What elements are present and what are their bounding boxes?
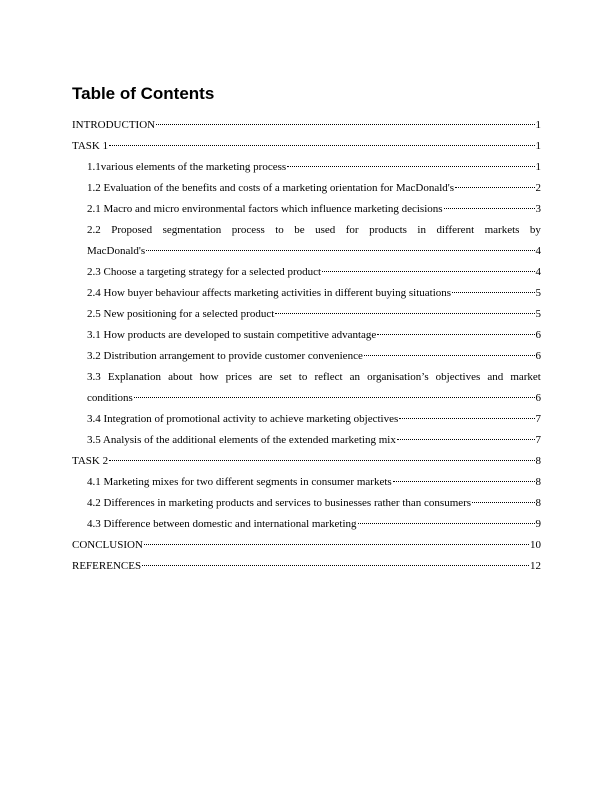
toc-page-number: 6 bbox=[535, 350, 541, 362]
toc-entry-text: 2.3 Choose a targeting strategy for a selected product bbox=[87, 266, 322, 278]
toc-entry-text-line2: MacDonald's bbox=[87, 245, 146, 257]
toc-word: used bbox=[315, 224, 336, 236]
toc-entry-text: 2.1 Macro and micro environmental factors which influence marketing decisions bbox=[87, 203, 443, 215]
dot-leader bbox=[134, 397, 535, 398]
toc-page-number: 3 bbox=[535, 203, 541, 215]
toc-page-number: 5 bbox=[535, 287, 541, 299]
dot-leader bbox=[399, 418, 534, 419]
dot-leader bbox=[287, 166, 534, 167]
toc-entry-4-1[interactable] bbox=[72, 472, 541, 493]
toc-word: prices bbox=[225, 371, 252, 383]
dot-leader bbox=[397, 439, 535, 440]
toc-entry-text: 3.1 How products are developed to sustain competitive advantage bbox=[87, 329, 377, 341]
toc-word: how bbox=[199, 371, 219, 383]
toc-word: segmentation bbox=[162, 224, 222, 236]
toc-page-number: 7 bbox=[535, 434, 541, 446]
toc-entry-text: 1.2 Evaluation of the benefits and costs of a marketing orientation for MacDonald's bbox=[87, 182, 455, 194]
toc-page-number: 1 bbox=[535, 161, 541, 173]
toc-entry-continuation bbox=[87, 241, 541, 262]
toc-word: in bbox=[417, 224, 426, 236]
dot-leader bbox=[322, 271, 534, 272]
toc-entry-text: 1.1various elements of the marketing process bbox=[87, 161, 287, 173]
toc-entry-text: 4.3 Difference between domestic and international marketing bbox=[87, 518, 357, 530]
toc-word: 3.3 bbox=[87, 371, 101, 383]
toc-word: market bbox=[510, 371, 541, 383]
toc-entry-2-5[interactable] bbox=[72, 304, 541, 325]
toc-entry-3-1[interactable] bbox=[72, 325, 541, 346]
toc-page-number: 10 bbox=[530, 539, 541, 551]
toc-entry-task-1[interactable] bbox=[72, 136, 541, 157]
toc-entry-text-line2: conditions bbox=[87, 392, 133, 404]
dot-leader bbox=[156, 124, 534, 125]
dot-leader bbox=[444, 208, 535, 209]
toc-entry-text: 4.1 Marketing mixes for two different segments in consumer markets bbox=[87, 476, 392, 488]
toc-page-number: 2 bbox=[535, 182, 541, 194]
toc-entry-2-1[interactable] bbox=[72, 199, 541, 220]
toc-entry-1-2[interactable] bbox=[72, 178, 541, 199]
dot-leader bbox=[109, 145, 534, 146]
toc-word: set bbox=[279, 371, 292, 383]
toc-entry-text: 3.2 Distribution arrangement to provide customer convenience bbox=[87, 350, 363, 362]
toc-page-number: 6 bbox=[535, 329, 541, 341]
toc-word: and bbox=[487, 371, 504, 383]
dot-leader bbox=[275, 313, 534, 314]
dot-leader bbox=[109, 460, 534, 461]
toc-entry-text: 3.4 Integration of promotional activity to achieve marketing objectives bbox=[87, 413, 399, 425]
toc-entry-introduction[interactable] bbox=[72, 115, 541, 136]
dot-leader bbox=[452, 292, 534, 293]
toc-page-number: 8 bbox=[535, 497, 541, 509]
toc-entry-task-2[interactable] bbox=[72, 451, 541, 472]
toc-word: 2.2 bbox=[87, 224, 101, 236]
toc-entry-text bbox=[87, 220, 541, 241]
toc-word: reflect bbox=[314, 371, 343, 383]
toc-word: process bbox=[231, 224, 265, 236]
toc-entry-text: 3.5 Analysis of the additional elements of the extended marketing mix bbox=[87, 434, 396, 446]
dot-leader bbox=[377, 334, 534, 335]
toc-entry-3-3[interactable] bbox=[72, 367, 541, 409]
table-of-contents bbox=[72, 115, 541, 577]
toc-word: Explanation bbox=[107, 371, 161, 383]
toc-entry-text: 2.5 New positioning for a selected product bbox=[87, 308, 275, 320]
toc-entry-conclusion[interactable] bbox=[72, 535, 541, 556]
toc-page-number: 12 bbox=[530, 560, 541, 572]
dot-leader bbox=[364, 355, 535, 356]
dot-leader bbox=[146, 250, 534, 251]
toc-entry-references[interactable] bbox=[72, 556, 541, 577]
toc-page-number: 4 bbox=[535, 266, 541, 278]
toc-word: to bbox=[275, 224, 284, 236]
toc-word: are bbox=[258, 371, 273, 383]
dot-leader bbox=[144, 544, 529, 545]
toc-page-number: 1 bbox=[535, 119, 541, 131]
page-title: Table of Contents bbox=[72, 84, 215, 103]
toc-word: Proposed bbox=[111, 224, 153, 236]
toc-word: about bbox=[168, 371, 193, 383]
toc-entry-3-2[interactable] bbox=[72, 346, 541, 367]
toc-entry-text: 2.4 How buyer behaviour affects marketing activities in different buying situations bbox=[87, 287, 452, 299]
toc-word: for bbox=[345, 224, 359, 236]
dot-leader bbox=[358, 523, 535, 524]
toc-entry-text: TASK 1 bbox=[72, 140, 109, 152]
toc-word: an bbox=[349, 371, 360, 383]
toc-word: organisation’s bbox=[367, 371, 429, 383]
toc-page-number: 4 bbox=[535, 245, 541, 257]
toc-word: to bbox=[298, 371, 308, 383]
toc-entry-text: REFERENCES bbox=[72, 560, 142, 572]
toc-word: be bbox=[294, 224, 305, 236]
toc-entry-2-2[interactable] bbox=[72, 220, 541, 262]
toc-entry-text bbox=[87, 367, 541, 388]
toc-word: products bbox=[369, 224, 407, 236]
toc-entry-text: CONCLUSION bbox=[72, 539, 143, 551]
toc-entry-3-5[interactable] bbox=[72, 430, 541, 451]
toc-entry-4-2[interactable] bbox=[72, 493, 541, 514]
toc-page-number: 8 bbox=[535, 455, 541, 467]
toc-entry-3-4[interactable] bbox=[72, 409, 541, 430]
toc-page-number: 9 bbox=[535, 518, 541, 530]
dot-leader bbox=[455, 187, 534, 188]
toc-entry-1-1[interactable] bbox=[72, 157, 541, 178]
toc-page-number: 7 bbox=[535, 413, 541, 425]
toc-word: objectives bbox=[435, 371, 481, 383]
toc-entry-continuation bbox=[87, 388, 541, 409]
toc-entry-text: TASK 2 bbox=[72, 455, 109, 467]
toc-word: by bbox=[529, 224, 541, 236]
toc-entry-2-4[interactable] bbox=[72, 283, 541, 304]
toc-page-number: 1 bbox=[535, 140, 541, 152]
toc-entry-4-3[interactable] bbox=[72, 514, 541, 535]
toc-page-number: 5 bbox=[535, 308, 541, 320]
toc-entry-text: INTRODUCTION bbox=[72, 119, 156, 131]
toc-entry-text: 4.2 Differences in marketing products and services to businesses rather than consumers bbox=[87, 497, 472, 509]
toc-page-number: 6 bbox=[535, 392, 541, 404]
dot-leader bbox=[142, 565, 529, 566]
toc-page-number: 8 bbox=[535, 476, 541, 488]
dot-leader bbox=[472, 502, 534, 503]
toc-word: different bbox=[436, 224, 475, 236]
toc-word: markets bbox=[484, 224, 520, 236]
dot-leader bbox=[393, 481, 535, 482]
toc-entry-2-3[interactable] bbox=[72, 262, 541, 283]
